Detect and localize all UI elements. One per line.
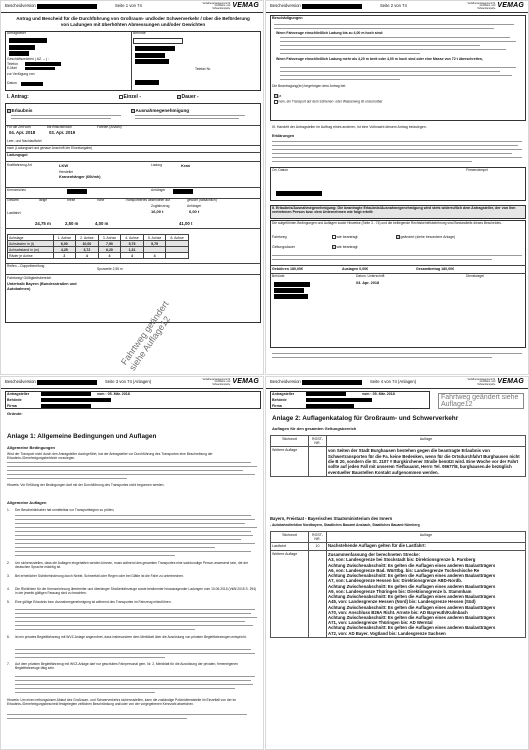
ladung-label-2: Ladung bbox=[151, 163, 163, 167]
axle-col-0: Achslage bbox=[8, 235, 54, 241]
datum-unterschrift-label: Datum, Unterschrift bbox=[356, 274, 385, 278]
fahrtweg-geaendert[interactable]: × geändert (siehe besondere Anlage) bbox=[397, 235, 456, 240]
beschaedigungen-heading: Beschädigungen bbox=[272, 16, 303, 20]
page-header bbox=[1, 1, 263, 13]
bis-label: bis einschließlich bbox=[47, 125, 72, 129]
redacted-block bbox=[41, 404, 91, 408]
ort-label: Ort, Datum bbox=[272, 168, 289, 172]
erklaerungen-heading: Erklärungen bbox=[272, 134, 295, 138]
auflage-item-1: Der Bescheidinhaber hat unmittelbar vor Transportbeginn zu prüfen, bbox=[15, 508, 115, 512]
redacted-block bbox=[9, 38, 47, 43]
achsabstand-label: Achsabstand in (m) bbox=[8, 247, 54, 253]
fahrtweg-geaendert-stamp: Fahrtweg geändert siehe Auflage12 bbox=[438, 393, 524, 409]
list-item: A45, von: Landesgrenze Hessen (Nord) bis: Landesgrenze Hessen (Süd) bbox=[328, 599, 476, 605]
date-from: 04. Apr. 2018 bbox=[9, 130, 36, 135]
page-number: Seite 1 von 74 bbox=[115, 3, 142, 9]
fax-label: Telefax Nr. bbox=[195, 67, 212, 71]
achslast-2: 10,00 bbox=[76, 241, 99, 247]
list-item: Achtung Zwischenabschnitt: Es gelten die Auflagen eines anderen Baulastträgers bbox=[328, 604, 496, 610]
page-number: Seite 2 von 74 bbox=[380, 3, 407, 9]
redacted-block bbox=[306, 392, 346, 396]
redacted-block bbox=[135, 59, 169, 64]
list-item: Achtung Zwischenabschnitt: Es gelten die Auflagen eines anderen Baulastträgers bbox=[328, 573, 496, 579]
verfuegung-label: zur Verfügung von bbox=[7, 72, 35, 76]
hinweis-text: Hinweis: Vor Erfüllung der Bedingungen darf mit der Durchführung des Transportes nicht begonnen werden. bbox=[7, 483, 165, 487]
header-prefix: Bescheidversion bbox=[270, 379, 301, 385]
redacted-block bbox=[306, 398, 372, 402]
col-stichwort: Stichwort bbox=[271, 436, 309, 447]
vemag-tagline: Verfahrensmanagement für Großraum- und Schwertransporte bbox=[467, 379, 496, 386]
list-item: Achtung Zwischenabschnitt: Es gelten die Auflagen eines anderen Baulastträgers bbox=[328, 594, 496, 600]
redacted-block bbox=[67, 189, 87, 194]
axle-col-6: 6. Achse bbox=[166, 235, 189, 241]
lastfahrt-label: Lastfahrt bbox=[7, 211, 21, 215]
col-rgst: RGST-NR. bbox=[309, 532, 327, 543]
vemag-logo bbox=[467, 2, 524, 10]
redacted-block bbox=[37, 4, 97, 9]
raeder-1: 2 bbox=[53, 253, 76, 259]
einzel-option[interactable]: Einzel - bbox=[119, 95, 141, 101]
table-row bbox=[271, 551, 526, 638]
gesamt-header-4: Transportiertes absendeter auf bbox=[125, 198, 170, 202]
ladung-value: Kran bbox=[181, 163, 191, 168]
anlage-1-title: Anlage 1: Allgemeine Bedingungen und Auflagen bbox=[7, 433, 157, 440]
achsabstand-3: 6,20 bbox=[98, 247, 121, 253]
auslagen: Auslagen 0,00€ bbox=[342, 267, 369, 271]
vemag-wordmark: VEMAG bbox=[497, 378, 524, 386]
allg-auflagen-heading: Allgemeine Auflagen bbox=[7, 500, 47, 505]
redacted-block bbox=[25, 67, 55, 71]
page-3 bbox=[0, 376, 264, 750]
achsabstand-2: 3,72 bbox=[76, 247, 99, 253]
redacted-block bbox=[9, 45, 35, 50]
page-4 bbox=[265, 376, 529, 750]
redacted-block bbox=[135, 80, 159, 85]
page-1 bbox=[0, 0, 264, 375]
achslasten-label: Achslasten in (t) bbox=[8, 241, 54, 247]
redacted-block bbox=[37, 380, 97, 385]
page-header bbox=[1, 377, 263, 389]
achsabstand-4: 1,31 bbox=[121, 247, 144, 253]
vom-date: vom : 05. Mär. 2018 bbox=[97, 392, 130, 396]
beantragt-checkbox[interactable] bbox=[332, 235, 336, 239]
col-auflage: Auflage bbox=[327, 532, 526, 543]
telefon-label: Telefon bbox=[7, 62, 18, 66]
antragsteller-label: Antragsteller bbox=[7, 392, 30, 396]
gebuehren: Gebühren 180,00€ bbox=[272, 267, 303, 271]
list-item: Achtung Zwischenabschnitt: Es gelten die Auflagen eines anderen Baulastträgers bbox=[328, 625, 496, 631]
redacted-block bbox=[9, 51, 29, 56]
gruende-heading: Gründe: bbox=[7, 411, 23, 416]
ladung-label: nach (Ladungsart und genaue Anschrift der Einzelangabe) bbox=[7, 146, 93, 150]
redacted-block bbox=[302, 4, 362, 9]
gesamtbetrag: Gesamtbetrag 180,00€ bbox=[416, 267, 455, 271]
nein-option[interactable]: nein, ein Transport auf dem Schienen- oder Wasserweg ist unzumutbar bbox=[274, 100, 382, 104]
dim-height: 4,00 m bbox=[95, 221, 109, 226]
gewicht-value-0: 16,00 t bbox=[151, 209, 164, 214]
table-row bbox=[271, 543, 526, 551]
vemag-tagline: Verfahrensmanagement für Großraum- und Schwertransporte bbox=[202, 379, 231, 386]
fahrten-label: Fahrten (Anzahl) bbox=[97, 125, 122, 129]
redacted-block bbox=[135, 53, 165, 58]
row-3-text bbox=[327, 551, 526, 638]
gesamt-header-1: länge bbox=[39, 198, 48, 202]
axle-col-2: 2. Achse bbox=[76, 235, 99, 241]
list-item-number: 7. bbox=[7, 662, 10, 666]
axle-table bbox=[7, 234, 189, 259]
vemag-logo bbox=[202, 378, 259, 386]
fahrtweg-label: Fahrtweg bbox=[272, 235, 287, 239]
item-1: Wenn Fahrzeuge einschließlich Ladung bis zu 4,00 m hoch sind: bbox=[276, 31, 384, 35]
anhaenger-label: Anhänger bbox=[151, 188, 166, 192]
firmenstempel-label: Firmenstempel bbox=[466, 168, 488, 172]
auflage-item-3: Bei erheblicher Sichtbehinderung durch Nebel, Schneefall oder Regen oder bei Glätte ist die Fahrt zu unterbrechen. bbox=[15, 574, 184, 578]
auflage-item-6: Ist ein privates Begleitfahrzeug mit WVZ-Anlage angeordnet, dass insbesondere dem Merkblatt über die Ausrüstung von privaten Begleitfahrzeugen entspricht. bbox=[15, 635, 247, 639]
einzel-checkbox[interactable] bbox=[119, 95, 123, 99]
behoerde-label: Behörde bbox=[7, 398, 22, 402]
gesamt-header-5: gewicht (tatsächlich) bbox=[187, 198, 217, 202]
axle-col-1: 1. Achse bbox=[53, 235, 76, 241]
nein-checkbox[interactable] bbox=[274, 100, 278, 104]
ladungsgut-label: Ladungsgut bbox=[7, 153, 28, 157]
list-item: Zusammenfassung der berechneten Strecke: bbox=[328, 552, 420, 558]
ja-option[interactable]: × ja bbox=[275, 94, 282, 99]
auflage-item-5: Eine gültige Erlaubnis bzw. Ausnahmegenehmigung ist während des Transportes im Fahrzeug mitzuführen. bbox=[15, 600, 172, 604]
section-iii: III. Handelt der Antragsteller im Auftrag eines anderen, ist eine Vollmacht diesem Antrag beizulegen. bbox=[272, 125, 427, 129]
vom-date: vom : 05. Mär. 2018 bbox=[362, 392, 395, 396]
datum-label: Datum bbox=[7, 81, 17, 85]
auflage-item-7: Auf dem privaten Begleitfahrzeug mit WVZ-Anlage darf nur geschultes Fahrpersonal gem. Nr. 2, Merkblatt für die Ausrüstung der privaten, firmeneigenen Begleitfahrzeuge tätig sein. bbox=[15, 662, 239, 670]
vemag-logo bbox=[202, 2, 259, 10]
redacted-block bbox=[21, 82, 43, 86]
list-item: Achtung Zwischenabschnitt: Es gelten die Auflagen eines anderen Baulastträgers bbox=[328, 583, 496, 589]
redacted-block bbox=[135, 46, 175, 51]
redacted-block bbox=[41, 398, 111, 402]
antrag-heading: I. Antrag: bbox=[7, 94, 29, 100]
list-item: A7, von: Landesgrenze Hessen bis: Direktionsgrenze ABD-Nordb. bbox=[328, 578, 463, 584]
geschaeftszeichen-label: Geschäftszeichen ( AZ. – ) : bbox=[7, 57, 49, 61]
gewicht-value-1: 41,00 t bbox=[179, 221, 193, 226]
fahrzeug-art: LKW bbox=[59, 163, 69, 168]
gesamt-header-3: höhe bbox=[97, 198, 105, 202]
header-prefix: Bescheidversion bbox=[5, 3, 36, 9]
row-1-stichwort: Weitere Auflage bbox=[271, 447, 309, 477]
page-number: Seite 3 von 74 (Anlagen) bbox=[105, 379, 152, 385]
list-item-number: 3. bbox=[7, 574, 10, 578]
auflagen-table bbox=[270, 435, 526, 477]
vemag-tagline: Verfahrensmanagement für Großraum- und Schwertransporte bbox=[202, 3, 231, 10]
reifen-label: Reifen – Doppelbereifung bbox=[7, 264, 45, 268]
redacted-block bbox=[25, 62, 61, 66]
page-2 bbox=[265, 0, 529, 375]
begleitung-label: Die Beantragung(en) begehrigen dem Antrag bei: bbox=[272, 84, 347, 88]
anhaenger-col-label: Anhänger bbox=[187, 204, 202, 208]
list-item: A70, von: Anschluss B26A Richt. Arnste bis: AD Bayreuth/Kulmbach bbox=[328, 609, 468, 615]
dim-width: 2,50 m bbox=[65, 221, 79, 226]
achsabstand-1: 4,25 bbox=[53, 247, 76, 253]
achslast-3: 7,50 bbox=[98, 241, 121, 247]
list-item: A71, von: Landesgrenze Thüringen bis: AD Werntal bbox=[328, 620, 433, 626]
ausnahme-option[interactable]: × Ausnahmegenehmigung bbox=[132, 108, 190, 114]
fahrweg-label: Fahrtweg/ Gültigkeitsbereich bbox=[7, 276, 52, 280]
redacted-block bbox=[276, 191, 322, 196]
fahrtweg-geaendert-stamp: Fahrtweg geändert siehe Auflage12 bbox=[119, 299, 173, 373]
list-item-number: 1. bbox=[7, 508, 10, 512]
dauer-checkbox[interactable]: × bbox=[178, 95, 180, 99]
email-label: E-Mail bbox=[7, 66, 17, 70]
redacted-block bbox=[274, 288, 304, 293]
redacted-block bbox=[302, 380, 362, 385]
ausnahme-checkbox[interactable]: × bbox=[132, 109, 134, 114]
authority-heading: Bayern, Freistaat - Bayerisches Staatsministerium des Innern bbox=[270, 516, 393, 521]
hersteller-label: Hersteller bbox=[59, 170, 74, 174]
auflage-item-4: Die Richtlinien für die Kennzeichnung überbreiter und überlanger Straßenfahrzeuge sowie bestimmter hinausragender Ladungen vom 10.06.2015 (VkBl 2015 S. 294) in der jeweils gültigen Fassung sind zu beachten. bbox=[15, 587, 257, 595]
behoerde-label: Behörde bbox=[272, 274, 285, 278]
col-stichwort: Stichwort bbox=[271, 532, 309, 543]
page-header bbox=[266, 377, 528, 389]
vemag-wordmark: VEMAG bbox=[497, 2, 524, 10]
antragsteller-label: Antragsteller bbox=[272, 392, 295, 396]
allg-bedingungen-heading: Allgemeine Bedingungen bbox=[7, 445, 56, 450]
list-item: A72, von: AD Bayer. Vogtland bis: Landesgrenze Sachsen bbox=[328, 630, 446, 636]
list-item: A6, von: Landesgrenze Bad. Württbg. bis: Landesgrenze Tschechische Re bbox=[328, 567, 480, 573]
datum-value: 03. Apr. 2018 bbox=[356, 281, 380, 285]
axle-col-5: 5. Achse bbox=[143, 235, 166, 241]
spurweite-label: Spurweite 2,55 m bbox=[97, 267, 123, 271]
gesamt-header-2: breite bbox=[67, 198, 76, 202]
leerfahrten-label: Leer- und Nachlauffahrt bbox=[7, 139, 42, 143]
geltung-beantragt[interactable]: × wie beantragt bbox=[333, 245, 358, 250]
dim-length: 24,75 m bbox=[35, 221, 51, 226]
zugf-gewicht: 6,00 t bbox=[189, 209, 200, 214]
redacted-block bbox=[306, 404, 354, 408]
dauer-option[interactable]: × Dauer - bbox=[178, 94, 199, 101]
row-2-text: Nachstehende Auflagen gelten für die Lastfahrt: bbox=[327, 543, 526, 551]
erlaubnis-option[interactable]: × Erlaubnis bbox=[8, 108, 33, 114]
fahrzeit-label: Für die Zeit vom bbox=[7, 125, 31, 129]
fahrtweg-beantragt[interactable]: wie beantragt bbox=[332, 235, 358, 239]
geltung-beantragt-checkbox[interactable]: × bbox=[333, 245, 335, 250]
list-item: Achtung Zwischenabschnitt: Es gelten die Auflagen eines anderen Baulastträgers bbox=[328, 562, 496, 568]
behoerde-label: Behörde bbox=[133, 31, 146, 35]
table-row bbox=[271, 447, 526, 477]
row-2-stichwort: Lastfahrt bbox=[271, 543, 309, 551]
achslast-4: 5,75 bbox=[121, 241, 144, 247]
vemag-tagline: Verfahrensmanagement für Großraum- und Schwertransporte bbox=[467, 3, 496, 10]
ja-checkbox[interactable]: × bbox=[275, 94, 277, 99]
auflagen-subtitle: Auflagen für den gesamten Geltungsbereich bbox=[272, 426, 357, 431]
list-item-number: 4. bbox=[7, 587, 10, 591]
dienstsiegel-label: Dienstsiegel bbox=[466, 274, 484, 278]
achslast-1: 6,00 bbox=[53, 241, 76, 247]
raeder-2: 4 bbox=[76, 253, 99, 259]
row-1-text: von Seiten der Stadt Burghausen bestehen gegen die beantragte Erlaubnis von Schwertransporten für die Fa. keine Bedenken, wenn für die Ortsdurchfahrt Burghausen nicht die B 20, sondern die St. 2107 # Burgkirchener Straße benützt wird. Eine Woche vor der Fahrt sollte auf jeden Fall mit unserem Tiefbauamt, Herrn Tel. 08677/8, burghausen.de bezüglich eventueller Baustellen Kontakt aufgenommen werden. bbox=[327, 447, 526, 477]
redacted-block bbox=[173, 189, 193, 194]
redacted-block bbox=[274, 282, 310, 287]
section-ii: II. Erlaubnis/Ausnahmegenehmigung: Die beantragte Erlaubnis/Ausnahmegenehmigung wird stets widerruflich dem Antragsteller, der von ihm vertretenen Person bzw. dem Unternehmen wie folgt erteilt: bbox=[272, 206, 516, 215]
firma-label: Firma bbox=[7, 404, 17, 408]
raeder-label: Räder je Achse bbox=[8, 253, 54, 259]
auflagen-table-2 bbox=[270, 531, 526, 638]
behoerde-label: Behörde bbox=[272, 398, 287, 402]
vemag-wordmark: VEMAG bbox=[232, 378, 259, 386]
allg-bedingungen-text: Wird der Transport nicht durch den Antragsteller durchgeführt, hat der Antragsteller vor Durchführung des Transportes eine Beschreibung der Erlaubnis-/Genehmigungsbehörde vorzulegen. bbox=[7, 452, 213, 460]
kennzeichen-label: Kennzeichen bbox=[7, 188, 27, 192]
axle-col-3: 3. Achse bbox=[98, 235, 121, 241]
list-item-number: 5. bbox=[7, 600, 10, 604]
geltungsdauer-label: Geltungsdauer bbox=[272, 245, 295, 249]
anlage-2-title: Anlage 2: Auflagenkatalog für Großraum- und Schwerverkehr bbox=[272, 415, 459, 422]
vemag-wordmark: VEMAG bbox=[232, 2, 259, 10]
redacted-block bbox=[274, 294, 308, 299]
raeder-4: 4 bbox=[121, 253, 144, 259]
zugfahrzeug-label: Zugfahrzeug bbox=[151, 204, 170, 208]
authority-subheading: - Autobahndirektion Nordbayern, Staatliches Bauamt Ansbach, Staatliches Bauamt Nürnberg bbox=[270, 523, 420, 527]
page-header bbox=[266, 1, 528, 13]
raeder-3: 4 bbox=[98, 253, 121, 259]
list-item: A3, von: Landesgrenze bei Stockstadt bis: Direktionsgrenze b. Parsberg bbox=[328, 557, 476, 563]
page-number: Seite 4 von 74 (Anlagen) bbox=[370, 379, 417, 385]
header-prefix: Bescheidversion bbox=[5, 379, 36, 385]
erlaubnis-checkbox[interactable]: × bbox=[8, 109, 10, 114]
achslast-5: 5,75 bbox=[143, 241, 166, 247]
auflagen-note: Die aufgeführten Bedingungen und Auflagen sowie Hinweise (Seite 3 - 74) und die beiliegende Rechtsbehelfsbelehrung sind Bestandteile dieses Bescheides. bbox=[272, 221, 502, 225]
list-item: Achtung Zwischenabschnitt: Es gelten die Auflagen eines anderen Baulastträgers bbox=[328, 615, 496, 620]
header-prefix: Bescheidversion bbox=[270, 3, 301, 9]
vemag-logo bbox=[467, 378, 524, 386]
col-auflage: Auflage bbox=[327, 436, 526, 447]
item-2: Wenn Fahrzeuge einschließlich Ladung mehr als 4,20 m breit oder 4,00 m hoch sind oder eine Masse von 72 t überschreiten, bbox=[276, 57, 483, 61]
hinweis-2: Hinweis: Um einen reibungslosen Ablauf des Großraum- und Schwerverkehrs sicherzustellen, kann die zuständige Polizeidienststelle im Einzelfall von der im Erlaubnis-/Genehmigungsbescheid festgelegten zeitlichen Beschränkung und/oder von der vorgegebenen Kennzahl abweichen. bbox=[7, 698, 237, 706]
redacted-block bbox=[41, 392, 91, 396]
geaendert-checkbox[interactable]: × bbox=[397, 235, 399, 240]
row-3-stichwort: Weitere Auflage bbox=[271, 551, 309, 638]
list-item-number: 2. bbox=[7, 561, 10, 565]
firma-label: Firma bbox=[272, 404, 282, 408]
row-2-nr: 10 bbox=[309, 543, 327, 551]
gesamt-header-0: Gesamt bbox=[7, 198, 19, 202]
fahrweg-value: Unterhalb Bayern (Bundesstraßen und Autobahnen) bbox=[7, 282, 77, 291]
form-title: Antrag und Bescheid für die Durchführung von Großraum- und/oder Schwerverkehr / über die Beförderung von Ladungen mit überhöhten Abmessungen und/oder Gewichten bbox=[16, 16, 250, 27]
raeder-5: 4 bbox=[143, 253, 166, 259]
col-rgst: RGST-NR. bbox=[309, 436, 327, 447]
hersteller-value: Kranenhänger (60t/mh) bbox=[59, 175, 101, 179]
axle-col-4: 4. Achse bbox=[121, 235, 144, 241]
date-to: 03. Apr. 2019 bbox=[49, 130, 76, 135]
list-item-number: 6. bbox=[7, 635, 10, 639]
list-item: A9, von: Landesgrenze Thüringen bis: Direktionsgrenze b. Stammham bbox=[328, 588, 472, 594]
kraftfahrzeug-label: Kraftfahrzeug Art bbox=[7, 163, 32, 167]
antragsteller-label: Antragsteller bbox=[7, 31, 27, 35]
auflage-item-2: Um sicherzustellen, dass die Auflagen eingehalten werden können, muss während des gesamten Transportes eine sachkundige Person anwesend sein, die der deutschen Sprache mächtig ist. bbox=[15, 561, 249, 569]
